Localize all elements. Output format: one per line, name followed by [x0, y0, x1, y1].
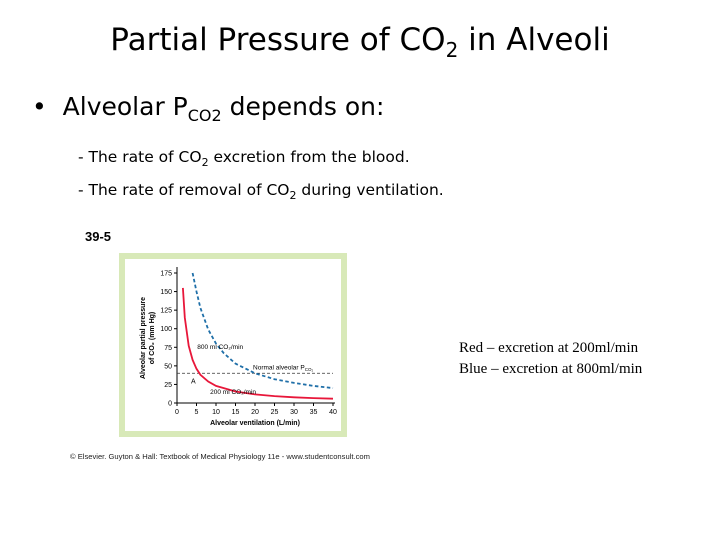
y-tick-label: 75: [164, 344, 172, 352]
x-tick-label: 0: [175, 409, 179, 416]
legend-blue: Blue – excretion at 800ml/min: [459, 361, 643, 377]
x-tick-label: 40: [329, 409, 337, 416]
figure-label: 39-5: [85, 229, 112, 244]
bullet-symbol: •: [32, 92, 47, 121]
y-tick-label: 125: [160, 307, 172, 315]
copyright-note: © Elsevier. Guyton & Hall: Textbook of Medical Physiology 11e - www.studentconsult.com: [70, 452, 370, 461]
x-tick-label: 35: [309, 409, 318, 416]
reference-line-label: Normal alveolar $P_{CO_2}$: [253, 364, 314, 372]
y-tick-label: 0: [168, 400, 172, 408]
series-label-800: 800 ml CO₂/min: [197, 343, 244, 351]
point-label-a: A: [191, 378, 196, 386]
sub-point-removal: - The rate of removal of $CO_2$ during ventilation.: [78, 181, 444, 203]
x-tick-label: 20: [251, 409, 259, 416]
legend-red: Red – excretion at 200ml/min: [459, 340, 639, 356]
slide-title: Partial Pressure of $CO_2$ in Alveoli: [110, 22, 610, 63]
x-tick-label: 30: [290, 409, 298, 416]
x-tick-label: 15: [231, 409, 240, 416]
pco2-ventilation-chart: [125, 259, 341, 431]
x-tick-label: 5: [194, 409, 199, 416]
series-label-200: 200 ml CO₂/min: [210, 389, 257, 397]
x-tick-label: 10: [212, 409, 220, 416]
y-axis-label-line1: Alveolar partial pressure: [140, 296, 147, 380]
y-tick-label: 50: [164, 363, 172, 371]
chart-frame: [119, 253, 347, 437]
y-tick-label: 150: [160, 289, 172, 297]
y-axis-label-line2: of CO₂ (mm Hg): [149, 311, 156, 365]
y-tick-label: 100: [160, 326, 172, 334]
bullet-point: • Alveolar $P_{CO2}$ depends on:: [32, 92, 385, 125]
x-axis-label: Alveolar ventilation (L/min): [210, 420, 300, 427]
x-tick-label: 25: [270, 409, 279, 416]
chart-panel: [125, 259, 341, 431]
y-tick-label: 25: [164, 381, 172, 389]
y-tick-label: 175: [160, 270, 172, 278]
sub-point-excretion: - The rate of $CO_2$ excretion from the blood.: [78, 148, 410, 170]
